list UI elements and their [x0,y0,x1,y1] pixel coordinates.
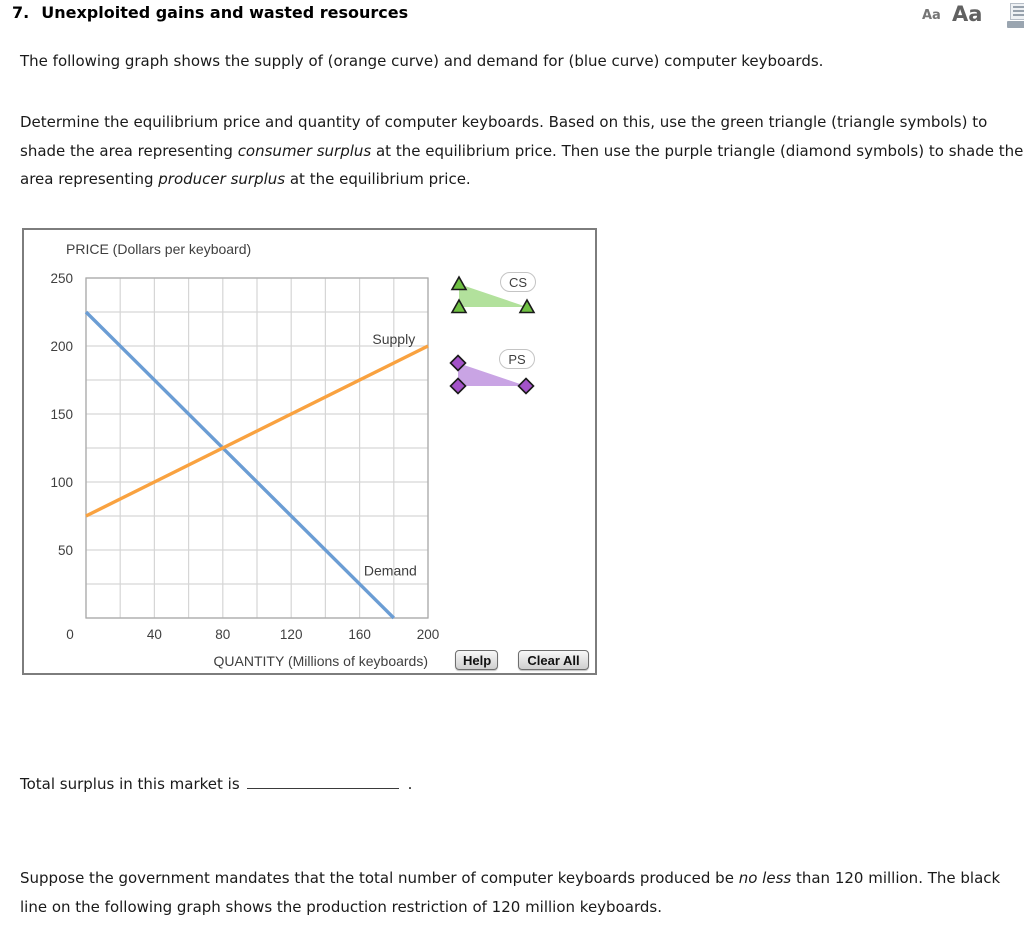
demand-curve-label: Demand [363,562,417,579]
clear-all-button[interactable]: Clear All [518,650,589,670]
demand-curve [86,312,394,618]
print-icon[interactable] [1007,3,1024,29]
y-tick-label: 250 [50,271,73,286]
instructions-text [20,108,1024,194]
total-surplus-label: Total surplus in this market is [20,775,240,793]
x-tick-label: 0 [66,627,74,642]
x-tick-label: 160 [348,627,371,642]
restriction-text [20,864,1020,922]
total-surplus-blank[interactable] [247,773,399,789]
y-axis-title: PRICE (Dollars per keyboard) [66,241,252,257]
problem-title: Unexploited gains and wasted resources [41,3,409,22]
font-size-small-button[interactable]: Aa [922,8,941,23]
y-tick-label: 150 [50,407,73,422]
problem-number: 7. [12,3,30,22]
x-axis-title: QUANTITY (Millions of keyboards) [213,653,428,669]
supply-curve-label: Supply [372,331,416,348]
font-size-large-button[interactable]: Aa [952,2,983,26]
y-tick-label: 50 [57,543,73,558]
help-button[interactable]: Help [455,650,498,670]
producer-surplus-term: producer surplus [158,170,286,188]
ps-button[interactable]: PS [499,349,535,369]
x-tick-label: 40 [146,627,162,642]
graph-panel [22,228,597,675]
total-surplus-line [20,773,412,793]
x-tick-label: 120 [279,627,303,642]
x-tick-label: 80 [215,627,231,642]
print-icon-paper [1010,3,1024,20]
total-surplus-period: . [407,775,413,793]
page-title [12,3,408,22]
instructions-part3: at the equilibrium price. [285,170,471,188]
intro-text: The following graph shows the supply of (orange curve) and demand for (blue curve) computer keyboards. [20,52,824,70]
no-less-term: no less [738,869,792,887]
y-tick-label: 200 [50,339,73,354]
consumer-surplus-term: consumer surplus [237,141,372,160]
instructions-part1: Determine the equilibrium price and quantity of computer keyboards. Based on this, use the green triangle (triangle symbols) to shade the area representing [20,113,988,160]
cs-button[interactable]: CS [500,272,536,292]
restriction-part1: Suppose the government mandates that the total number of computer keyboards produced be [20,869,739,887]
print-icon-base [1007,21,1024,28]
x-tick-label: 200 [416,627,440,642]
instructions-part2: at the equilibrium price. Then use the purple triangle (diamond symbols) to shade the area representing [20,141,1024,188]
diamond-marker[interactable] [519,379,534,394]
restriction-part2: than 120 million. The black line on the following graph shows the production restriction of 120 million keyboards. [20,869,1001,916]
y-tick-label: 100 [50,475,73,490]
triangle-marker[interactable] [452,277,466,290]
